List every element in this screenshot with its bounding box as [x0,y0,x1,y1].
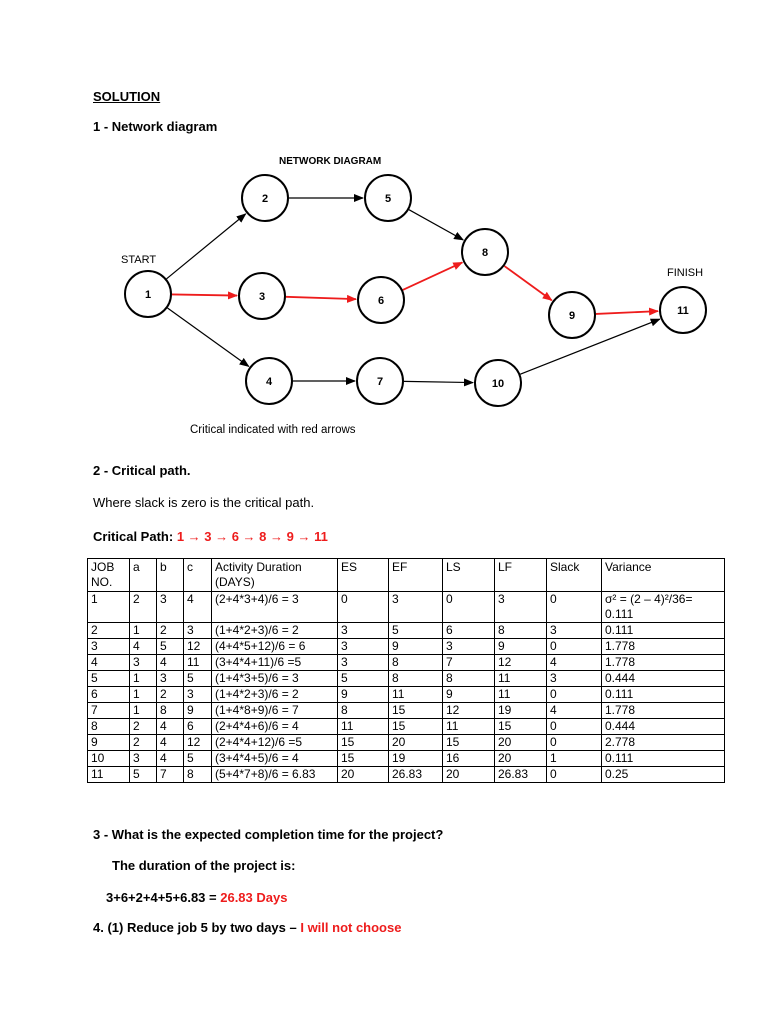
edge-7-10 [404,381,473,382]
cell-b: 4 [157,751,184,767]
cell-ls: 11 [443,719,495,735]
cell-c: 12 [184,639,212,655]
job-table [87,558,725,783]
cell-ef: 5 [389,623,443,639]
cell-c: 5 [184,751,212,767]
cell-ef: 9 [389,639,443,655]
cell-slack: 0 [547,639,602,655]
cell-es: 15 [338,751,389,767]
cell-activity-duration: (1+4*3+5)/6 = 3 [212,671,338,687]
cell-b: 4 [157,719,184,735]
cell-ef: 19 [389,751,443,767]
cell-lf: 11 [495,671,547,687]
cell-b: 3 [157,592,184,623]
critical-path-value: 1 → 3 → 6 → 8 → 9 → 11 [176,529,328,544]
cell-ls: 20 [443,767,495,783]
cell-job-no: 10 [88,751,130,767]
duration-expression: 3+6+2+4+5+6.83 = [106,890,221,905]
cell-a: 1 [130,703,157,719]
cell-es: 8 [338,703,389,719]
cell-slack: 3 [547,623,602,639]
cell-variance: 0.25 [602,767,725,783]
duration-statement: The duration of the project is: [112,858,296,873]
edge-1-4 [167,308,248,366]
cell-ls: 6 [443,623,495,639]
start-label: START [121,254,157,266]
cell-ls: 9 [443,687,495,703]
header-ls: LS [443,559,495,592]
header-lf: LF [495,559,547,592]
cell-es: 5 [338,671,389,687]
cell-ef: 3 [389,592,443,623]
section-completion-title: 3 - What is the expected completion time for the project? [93,827,444,842]
cell-a: 3 [130,655,157,671]
cell-slack: 0 [547,767,602,783]
node-label-3: 3 [258,291,266,303]
header-slack: Slack [547,559,602,592]
cell-lf: 20 [495,735,547,751]
cell-a: 4 [130,639,157,655]
reduce-job-answer: I will not choose [300,920,402,935]
cell-slack: 0 [547,592,602,623]
cell-variance: 0.444 [602,671,725,687]
cell-a: 1 [130,671,157,687]
cell-b: 7 [157,767,184,783]
cell-es: 3 [338,655,389,671]
cell-b: 5 [157,639,184,655]
cell-job-no: 2 [88,623,130,639]
cell-activity-duration: (1+4*2+3)/6 = 2 [212,623,338,639]
cell-ef: 26.83 [389,767,443,783]
duration-result: 26.83 Days [220,890,288,905]
cell-job-no: 11 [88,767,130,783]
table-header-row [88,559,725,592]
cell-lf: 9 [495,639,547,655]
cell-job-no: 9 [88,735,130,751]
cell-es: 11 [338,719,389,735]
cell-variance: 0.111 [602,623,725,639]
cell-es: 9 [338,687,389,703]
cell-lf: 12 [495,655,547,671]
cell-c: 8 [184,767,212,783]
table-row [88,719,725,735]
diagram-caption: Critical indicated with red arrows [190,424,356,436]
cell-b: 4 [157,655,184,671]
duration-calc [106,890,287,905]
node-label-5: 5 [384,193,392,205]
reduce-job-label: 4. (1) Reduce job 5 by two days – [93,920,301,935]
cell-job-no: 3 [88,639,130,655]
header-ef: EF [389,559,443,592]
table-row [88,639,725,655]
slack-statement: Where slack is zero is the critical path. [93,495,315,510]
cell-ef: 8 [389,671,443,687]
cell-ls: 15 [443,735,495,751]
cell-lf: 3 [495,592,547,623]
table-row [88,592,725,623]
cell-activity-duration: (5+4*7+8)/6 = 6.83 [212,767,338,783]
cell-ls: 3 [443,639,495,655]
table-row [88,751,725,767]
header-variance: Variance [602,559,725,592]
critical-path-label: Critical Path: [93,529,174,544]
cell-a: 3 [130,751,157,767]
cell-c: 6 [184,719,212,735]
cell-job-no: 6 [88,687,130,703]
cell-lf: 26.83 [495,767,547,783]
cell-variance: 0.444 [602,719,725,735]
cell-b: 2 [157,623,184,639]
critical-path-line [93,529,328,544]
cell-activity-duration: (1+4*8+9)/6 = 7 [212,703,338,719]
cell-variance: σ² = (2 – 4)²/36= 0.111 [602,592,725,623]
cell-ef: 15 [389,719,443,735]
cell-variance: 2.778 [602,735,725,751]
table-row [88,687,725,703]
node-label-2: 2 [261,193,269,205]
cell-b: 8 [157,703,184,719]
network-diagram [0,0,768,460]
header-job-no: JOB NO. [88,559,130,592]
cell-lf: 15 [495,719,547,735]
table-row [88,703,725,719]
critical-edge-6-8 [403,262,463,289]
cell-slack: 0 [547,719,602,735]
cell-es: 20 [338,767,389,783]
cell-job-no: 7 [88,703,130,719]
cell-c: 3 [184,687,212,703]
node-label-10: 10 [491,378,505,390]
cell-ls: 8 [443,671,495,687]
cell-es: 3 [338,623,389,639]
cell-a: 1 [130,687,157,703]
cell-job-no: 8 [88,719,130,735]
cell-activity-duration: (4+4*5+12)/6 = 6 [212,639,338,655]
cell-ls: 16 [443,751,495,767]
header-a: a [130,559,157,592]
cell-c: 4 [184,592,212,623]
cell-a: 5 [130,767,157,783]
cell-slack: 1 [547,751,602,767]
cell-a: 1 [130,623,157,639]
table-row [88,623,725,639]
cell-variance: 0.111 [602,751,725,767]
cell-lf: 20 [495,751,547,767]
node-label-9: 9 [568,310,576,322]
cell-job-no: 4 [88,655,130,671]
critical-edge-3-6 [286,297,356,299]
cell-b: 3 [157,671,184,687]
cell-activity-duration: (1+4*2+3)/6 = 2 [212,687,338,703]
header-b: b [157,559,184,592]
cell-lf: 11 [495,687,547,703]
header-activity-duration: Activity Duration (DAYS) [212,559,338,592]
cell-job-no: 5 [88,671,130,687]
table-row [88,671,725,687]
table-row [88,655,725,671]
cell-slack: 3 [547,671,602,687]
finish-label: FINISH [667,267,704,279]
cell-c: 12 [184,735,212,751]
critical-edge-9-11 [596,311,658,314]
cell-ls: 0 [443,592,495,623]
cell-slack: 0 [547,735,602,751]
cell-activity-duration: (2+4*3+4)/6 = 3 [212,592,338,623]
cell-ef: 20 [389,735,443,751]
header-c: c [184,559,212,592]
cell-variance: 1.778 [602,703,725,719]
cell-es: 15 [338,735,389,751]
section-critical-path-title: 2 - Critical path. [93,463,191,478]
cell-ls: 7 [443,655,495,671]
node-label-6: 6 [377,295,385,307]
solution-title: SOLUTION [93,89,161,104]
critical-edge-8-9 [504,266,551,300]
diagram-title: NETWORK DIAGRAM [279,156,382,167]
cell-a: 2 [130,735,157,751]
node-label-1: 1 [144,289,152,301]
cell-slack: 0 [547,687,602,703]
edge-5-8 [409,210,463,240]
cell-lf: 19 [495,703,547,719]
cell-c: 9 [184,703,212,719]
cell-variance: 1.778 [602,639,725,655]
cell-variance: 1.778 [602,655,725,671]
critical-edge-1-3 [172,294,237,295]
cell-c: 3 [184,623,212,639]
cell-activity-duration: (2+4*4+12)/6 =5 [212,735,338,751]
table-row [88,767,725,783]
cell-b: 2 [157,687,184,703]
cell-b: 4 [157,735,184,751]
section-reduce-job [93,920,401,935]
cell-a: 2 [130,719,157,735]
cell-slack: 4 [547,655,602,671]
cell-variance: 0.111 [602,687,725,703]
edge-1-2 [167,214,246,279]
cell-lf: 8 [495,623,547,639]
cell-slack: 4 [547,703,602,719]
node-label-8: 8 [481,247,489,259]
header-es: ES [338,559,389,592]
node-label-7: 7 [376,376,384,388]
cell-activity-duration: (2+4*4+6)/6 = 4 [212,719,338,735]
section-network-diagram-title: 1 - Network diagram [93,119,218,134]
table-row [88,735,725,751]
cell-ef: 8 [389,655,443,671]
cell-es: 3 [338,639,389,655]
cell-activity-duration: (3+4*4+5)/6 = 4 [212,751,338,767]
cell-c: 11 [184,655,212,671]
cell-c: 5 [184,671,212,687]
node-label-11: 11 [677,305,689,317]
cell-ef: 15 [389,703,443,719]
node-label-4: 4 [265,376,273,388]
cell-es: 0 [338,592,389,623]
cell-job-no: 1 [88,592,130,623]
cell-ls: 12 [443,703,495,719]
cell-ef: 11 [389,687,443,703]
cell-activity-duration: (3+4*4+11)/6 =5 [212,655,338,671]
cell-a: 2 [130,592,157,623]
